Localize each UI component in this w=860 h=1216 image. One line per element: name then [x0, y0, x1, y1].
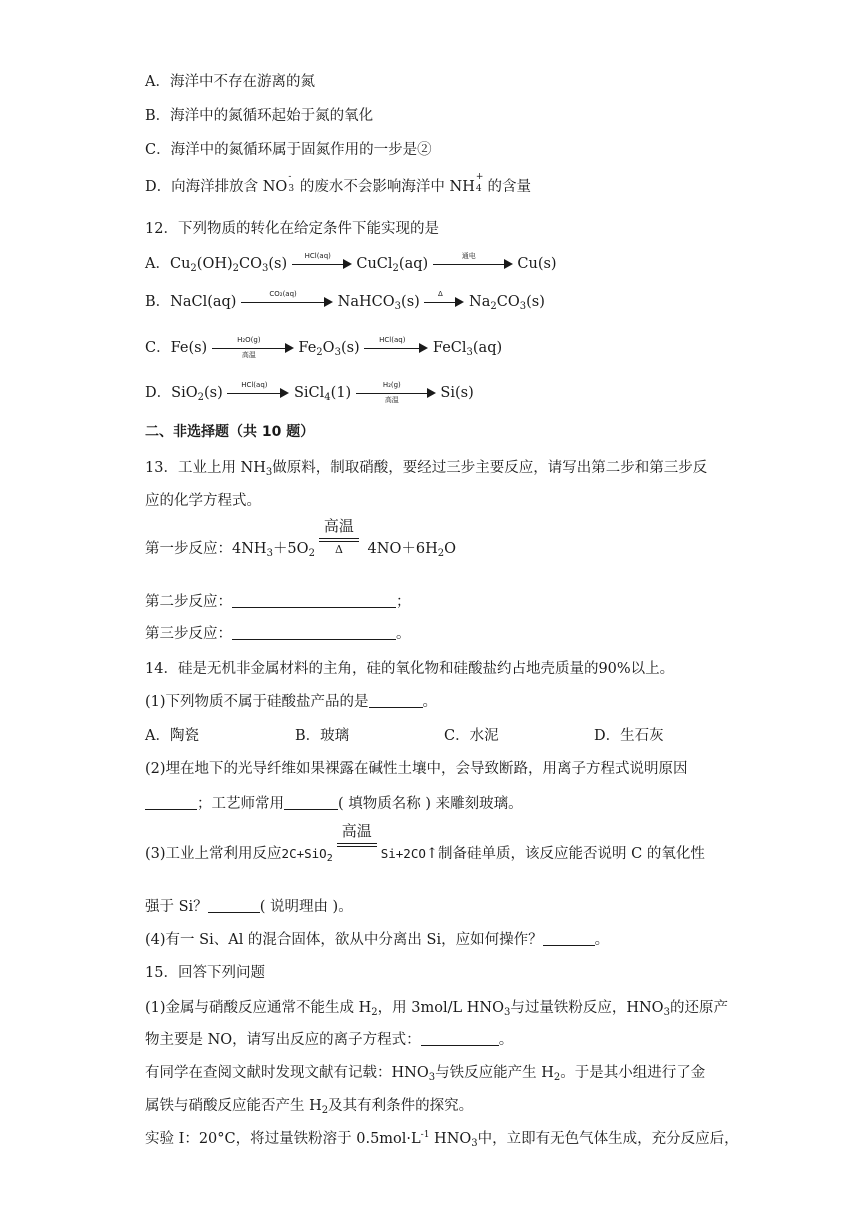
section-heading: 二、非选择题（共 10 题）: [145, 424, 315, 440]
arrow-condition: HCl(aq): [379, 336, 406, 344]
nitrate-ion-formula: NO - 3: [262, 172, 295, 195]
answer-blank[interactable]: [232, 625, 396, 640]
q14-part2-mid: ；工艺师常用: [197, 796, 284, 812]
q12-option-d: D．SiO$_2$(s) HCl(aq) SiCl$_4$(1) H₂(g) 高温 Si(s): [145, 381, 474, 404]
q12-d-label: D．: [145, 385, 172, 401]
answer-blank[interactable]: [421, 1031, 499, 1046]
q13-step2: [145, 593, 411, 611]
answer-blank[interactable]: [145, 795, 197, 810]
q15-p2b-end: 及其有利条件的探究。: [328, 1098, 474, 1114]
step2-end: ；: [396, 594, 411, 610]
q12-option-a: A．$Cu_2(OH)_2CO_3(s)$ HCl(aq) CuCl$_2$(aq) 通电 Cu(s): [145, 252, 557, 274]
q12-c-label: C．: [145, 340, 171, 356]
q14-part1: [145, 693, 437, 711]
q11-option-b: B．海洋中的氮循环起始于氮的氧化: [145, 108, 374, 124]
reaction-arrow: [241, 292, 333, 312]
q15-p1a-mid2: 与过量铁粉反应，HNO: [510, 1000, 664, 1016]
q14-part3-post: 制备硅单质，该反应能否说明 C 的氧化性: [438, 846, 705, 862]
step2-label: 第二步反应：: [145, 594, 232, 610]
q13-stem-line1: 13．工业上用 $NH_3$做原料，制取硝酸，要经过三步主要反应，请写出第二步和第三步反: [145, 460, 708, 478]
q11-d-text-1: D．向海洋排放含: [145, 179, 259, 195]
q15-p2a-mid: 与铁反应能产生 H: [435, 1065, 554, 1081]
q15-p3-end: 中，立即有无色气体生成，充分反应后，: [477, 1131, 739, 1147]
answer-blank[interactable]: [543, 931, 595, 946]
q14-part2-line1: (2)埋在地下的光导纤维如果裸露在碱性土壤中，会导致断路，用离子方程式说明原因: [145, 761, 688, 777]
q12-b-label: B．: [145, 294, 171, 310]
condition-top: 高温: [341, 822, 372, 840]
reaction-arrow: [433, 254, 513, 274]
reaction-products: Si+2CO: [380, 846, 426, 861]
q11-option-a: A．海洋中不存在游离的氮: [145, 74, 315, 90]
q13-step1: 第一步反应：$4NH_3+5O_2$ 高温 Δ $4NO+6H_2O$: [145, 517, 456, 559]
arrow-condition-below: 高温: [384, 396, 399, 404]
q15-part1-line1: (1)金属与硝酸反应通常不能生成 $H_2$，用 3mol/L $HNO_3$与过量铁粉反应，$HNO_3$的还原产: [145, 1000, 728, 1018]
arrow-condition: CO₂(aq): [269, 290, 297, 298]
step1-label: 第一步反应：: [145, 541, 232, 557]
q15-p3-pre: 实验 I：20°C，将过量铁粉溶于 0.5mol·L: [145, 1131, 421, 1147]
arrow-condition: H₂(g): [382, 381, 401, 389]
condition-top: 高温: [323, 517, 354, 535]
q11-option-d: [145, 172, 531, 197]
q15-p3-mid: HNO: [429, 1131, 472, 1147]
q13-stem-b: 做原料，制取硝酸，要经过三步主要反应，请写出第二步和第三步反: [272, 460, 708, 476]
q12-a-label: A．: [145, 256, 170, 272]
q14-part2-end: ( 填物质名称 ) 来雕刻玻璃。: [338, 796, 523, 812]
reaction-arrow: [292, 254, 352, 274]
q14-stem: 14．硅是无机非金属材料的主角，硅的氧化物和硅酸盐约占地壳质量的90%以上。: [145, 661, 675, 677]
arrow-condition: HCl(aq): [304, 252, 331, 260]
q14-part4-text: (4)有一 Si、Al 的混合固体，欲从中分离出 Si，应如何操作？: [145, 932, 543, 948]
q14-option-c: C．水泥: [444, 728, 499, 744]
q14-option-d: D．生石灰: [594, 728, 664, 744]
q15-part2-line1: 有同学在查阅文献时发现文献有记载：$HNO_3$与铁反应能产生 $H_2$。于是其小组进行了金: [145, 1065, 706, 1083]
q14-part3b-end: ( 说明理由 )。: [259, 899, 353, 915]
q15-p1a-end: 的还原产: [669, 1000, 728, 1016]
q15-part3-line1: 实验 I：20°C，将过量铁粉溶于 $0.5mol\cdot L^{-1}$ $HNO_3$中，立即有无色气体生成，充分反应后，: [145, 1130, 739, 1149]
q12-stem: 12．下列物质的转化在给定条件下能实现的是: [145, 221, 439, 237]
q11-d-text-3: 的含量: [487, 179, 531, 195]
q15-stem: 15．回答下列问题: [145, 965, 265, 981]
reaction-arrow: [356, 383, 436, 403]
reaction-arrow: [212, 338, 294, 358]
reaction-reactants: 2C+SiO$_2$: [281, 846, 333, 864]
q14-part4: [145, 931, 609, 949]
q15-part1-line2: [145, 1031, 513, 1049]
q15-p2b-pre: 属铁与硝酸反应能否产生 H: [145, 1098, 322, 1114]
answer-blank[interactable]: [208, 898, 260, 913]
arrow-condition: Δ: [438, 290, 443, 298]
reaction-arrow: [227, 383, 289, 403]
arrow-condition: 通电: [461, 252, 476, 260]
step3-label: 第三步反应：: [145, 626, 232, 642]
q15-p2a-end: 。于是其小组进行了金: [560, 1065, 706, 1081]
q15-part2-line2: 属铁与硝酸反应能否产生 $H_2$及其有利条件的探究。: [145, 1098, 474, 1116]
q14-part3-pre: (3)工业上常利用反应: [145, 846, 282, 862]
q14-part2-line2: [145, 795, 523, 813]
q11-option-c: C．海洋中的氮循环属于固氮作用的一步是②: [145, 142, 432, 158]
answer-blank[interactable]: [284, 795, 338, 810]
arrow-condition-below: 高温: [241, 351, 256, 359]
q15-p1b-text: 物主要是 NO，请写出反应的离子方程式：: [145, 1032, 421, 1048]
q14-option-a: A．陶瓷: [145, 728, 199, 744]
q15-p1a-mid: ，用 3mol/L HNO: [377, 1000, 504, 1016]
step3-end: 。: [396, 626, 411, 642]
answer-blank[interactable]: [232, 593, 396, 608]
q14-part3b-pre: 强于 Si？: [145, 899, 208, 915]
q14-option-b: B．玻璃: [295, 728, 350, 744]
q13-step3: [145, 625, 411, 643]
q14-part4-end: 。: [594, 932, 610, 948]
ammonium-ion-formula: NH + 4: [449, 172, 484, 195]
q14-part1-text: (1)下列物质不属于硅酸盐产品的是: [145, 694, 369, 710]
reaction-condition: [319, 518, 359, 558]
condition-bottom: Δ: [334, 543, 343, 556]
q15-p3-sup: -1: [420, 1130, 430, 1140]
reaction-arrow: [424, 292, 464, 312]
q14-part3-line1: (3)工业上常利用反应2C+SiO$_2$ 高温 Si+2CO↑制备硅单质，该反应能否说明 C 的氧化性: [145, 822, 705, 864]
q12-option-b: B．NaCl(aq) CO₂(aq) NaHCO$_3$(s) Δ $Na_2CO_3(s)$: [145, 290, 545, 312]
reaction-condition: [337, 823, 377, 863]
reaction-arrow: [364, 338, 428, 358]
arrow-condition: H₂O(g): [237, 336, 261, 344]
q15-p1a-pre: (1)金属与硝酸反应通常不能生成 H: [145, 1000, 372, 1016]
q14-part3-line2: [145, 898, 353, 916]
q15-p1b-end: 。: [498, 1032, 514, 1048]
q13-stem-line2: 应的化学方程式。: [145, 493, 261, 509]
q12-option-c: C．Fe(s) H₂O(g) 高温 $Fe_2O_3(s)$ HCl(aq) FeCl$_3$(aq): [145, 336, 503, 359]
q13-stem-a: 13．工业上用 NH: [145, 460, 266, 476]
answer-blank[interactable]: [369, 693, 423, 708]
q11-d-text-2: 的废水不会影响海洋中: [299, 179, 445, 195]
q14-part1-end: 。: [422, 694, 438, 710]
arrow-condition: HCl(aq): [241, 381, 268, 389]
q15-p2a-pre: 有同学在查阅文献时发现文献有记载：HNO: [145, 1065, 429, 1081]
